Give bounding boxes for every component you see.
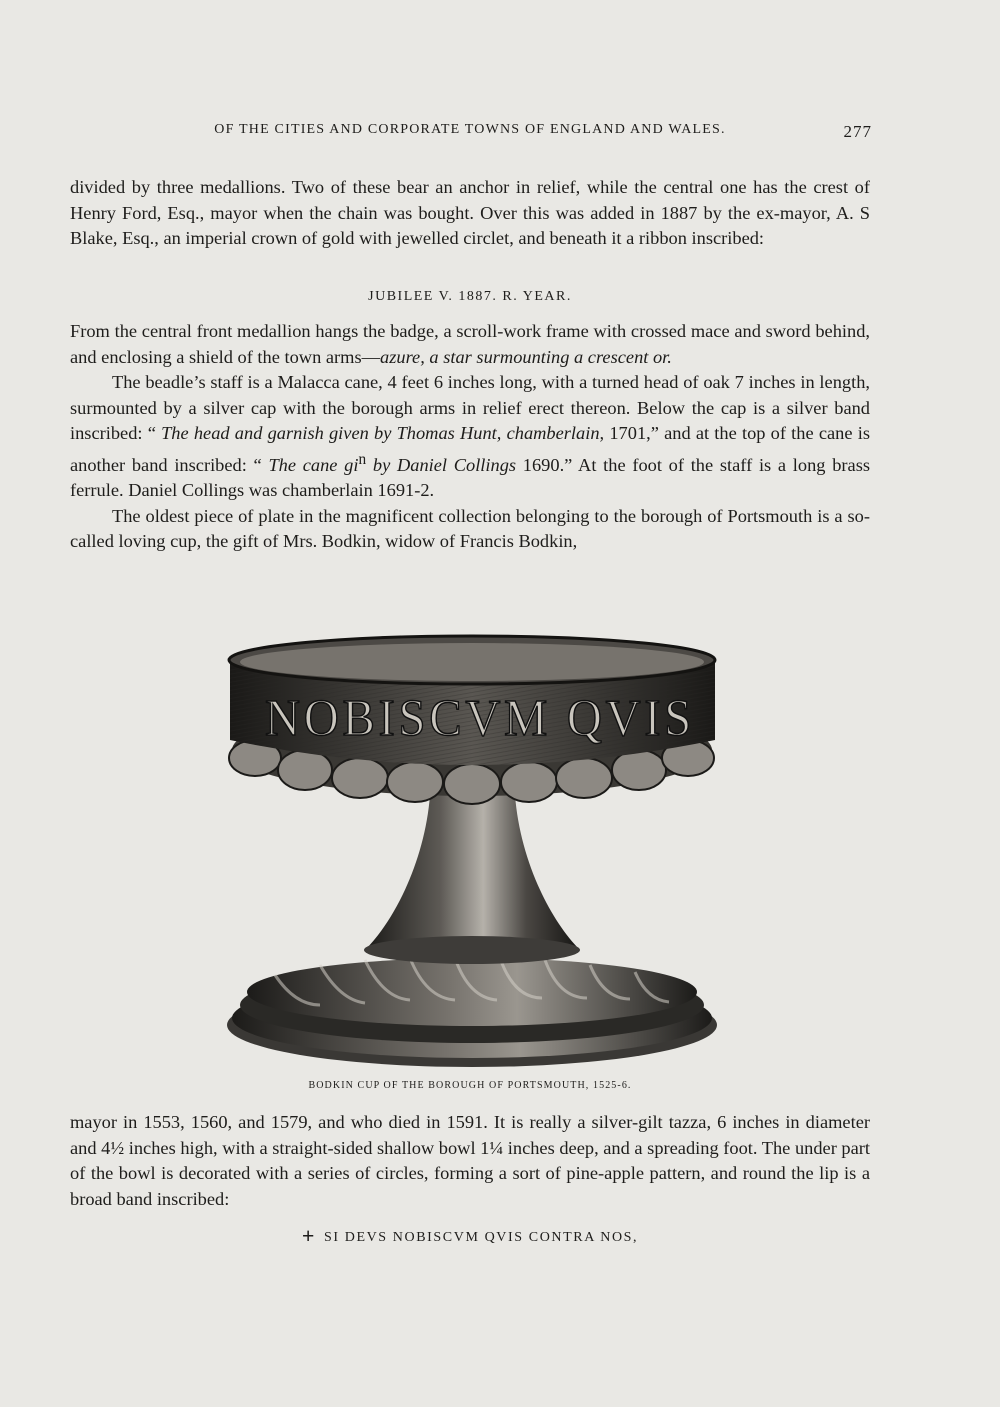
paragraph-3-italic-1: The head and garnish given by Thomas Hunt, chamberlain,	[161, 423, 605, 443]
paragraph-1	[70, 175, 870, 252]
text-block-2	[70, 319, 870, 555]
cup-foot	[227, 958, 717, 1067]
latin-inscription	[70, 1223, 870, 1249]
paragraph-2-text: From the central front medallion hangs the badge, a scroll-work frame with crossed mace and sword behind, and enclosing a shield of the town arms—	[70, 321, 870, 367]
jubilee-inscription: JUBILEE V. 1887. R. YEAR.	[368, 289, 572, 304]
rim-inscription: NOBISCVM QVIS	[265, 690, 695, 747]
paragraph-3-superscript: n	[358, 450, 367, 468]
cross-symbol: +	[301, 1223, 316, 1248]
fraction-one-quarter: ¼	[489, 1137, 504, 1158]
paragraph-3-italic-3: by Daniel Collings	[366, 454, 517, 475]
paragraph-5-text	[70, 1110, 870, 1212]
paragraph-3	[70, 370, 870, 504]
paragraph-5-part-2: inches high, with a straight-sided shallow bowl 1	[124, 1137, 490, 1158]
page-number: 277	[843, 122, 872, 141]
paragraph-3-part-3: 1690.” At the foot of the staff is a long brass ferrule. Daniel Collings was chamberlain 1691-2.	[70, 454, 871, 501]
paragraph-2	[70, 319, 870, 370]
cup-bowl	[229, 636, 715, 804]
latin-inscription-text: SI DEVS NOBISCVM QVIS CONTRA NOS,	[323, 1230, 639, 1245]
figure-caption: BODKIN CUP OF THE BOROUGH OF PORTSMOUTH, 1525-6.	[308, 1080, 632, 1091]
stem-base	[364, 936, 580, 964]
fraction-one-half: ½	[110, 1137, 125, 1158]
paragraph-3-italic-2: The cane gi	[268, 454, 359, 475]
paragraph-5-part-1: mayor in 1553, 1560, and 1579, and who died in 1591. It is really a silver-gilt tazza, 6 inches in diameter and 4	[70, 1112, 870, 1158]
paragraph-5-part-3: inches deep, and a spreading foot. The under part of the bowl is decorated with a series of circles, forming a sort of pine-apple pattern, and round the lip is a broad band inscribed:	[70, 1137, 871, 1209]
bodkin-cup-illustration	[225, 630, 720, 1070]
paragraph-2-italic: azure, a star surmounting a crescent or.	[380, 346, 672, 367]
running-head: OF THE CITIES AND CORPORATE TOWNS OF ENGLAND AND WALES.	[214, 122, 726, 137]
paragraph-4: The oldest piece of plate in the magnificent collection belonging to the borough of Portsmouth is a so-called loving cup, the gift of Mrs. Bodkin, widow of Francis Bodkin,	[70, 505, 870, 552]
paragraph-3-part-1: The beadle’s staff is a Malacca cane, 4 feet 6 inches long, with a turned head of oak 7 inches in length, surmounted by a silver cap with the borough arms in relief erect thereon. Below the cap is a silver band inscribed: “	[70, 372, 870, 443]
paragraph-3-part-2: 1701,” and at the top of the cane is another band inscribed: “	[70, 423, 870, 475]
paragraph-5	[70, 1110, 870, 1212]
cup-stem	[365, 795, 580, 950]
paragraph-1-text: divided by three medallions. Two of these bear an anchor in relief, while the central one has the crest of Henry Ford, Esq., mayor when the chain was bought. Over this was added in 1887 by the ex-mayor, A. S Blake, Esq., an imperial crown of gold with jewelled circlet, and beneath it a ribbon inscribed:	[70, 177, 870, 248]
